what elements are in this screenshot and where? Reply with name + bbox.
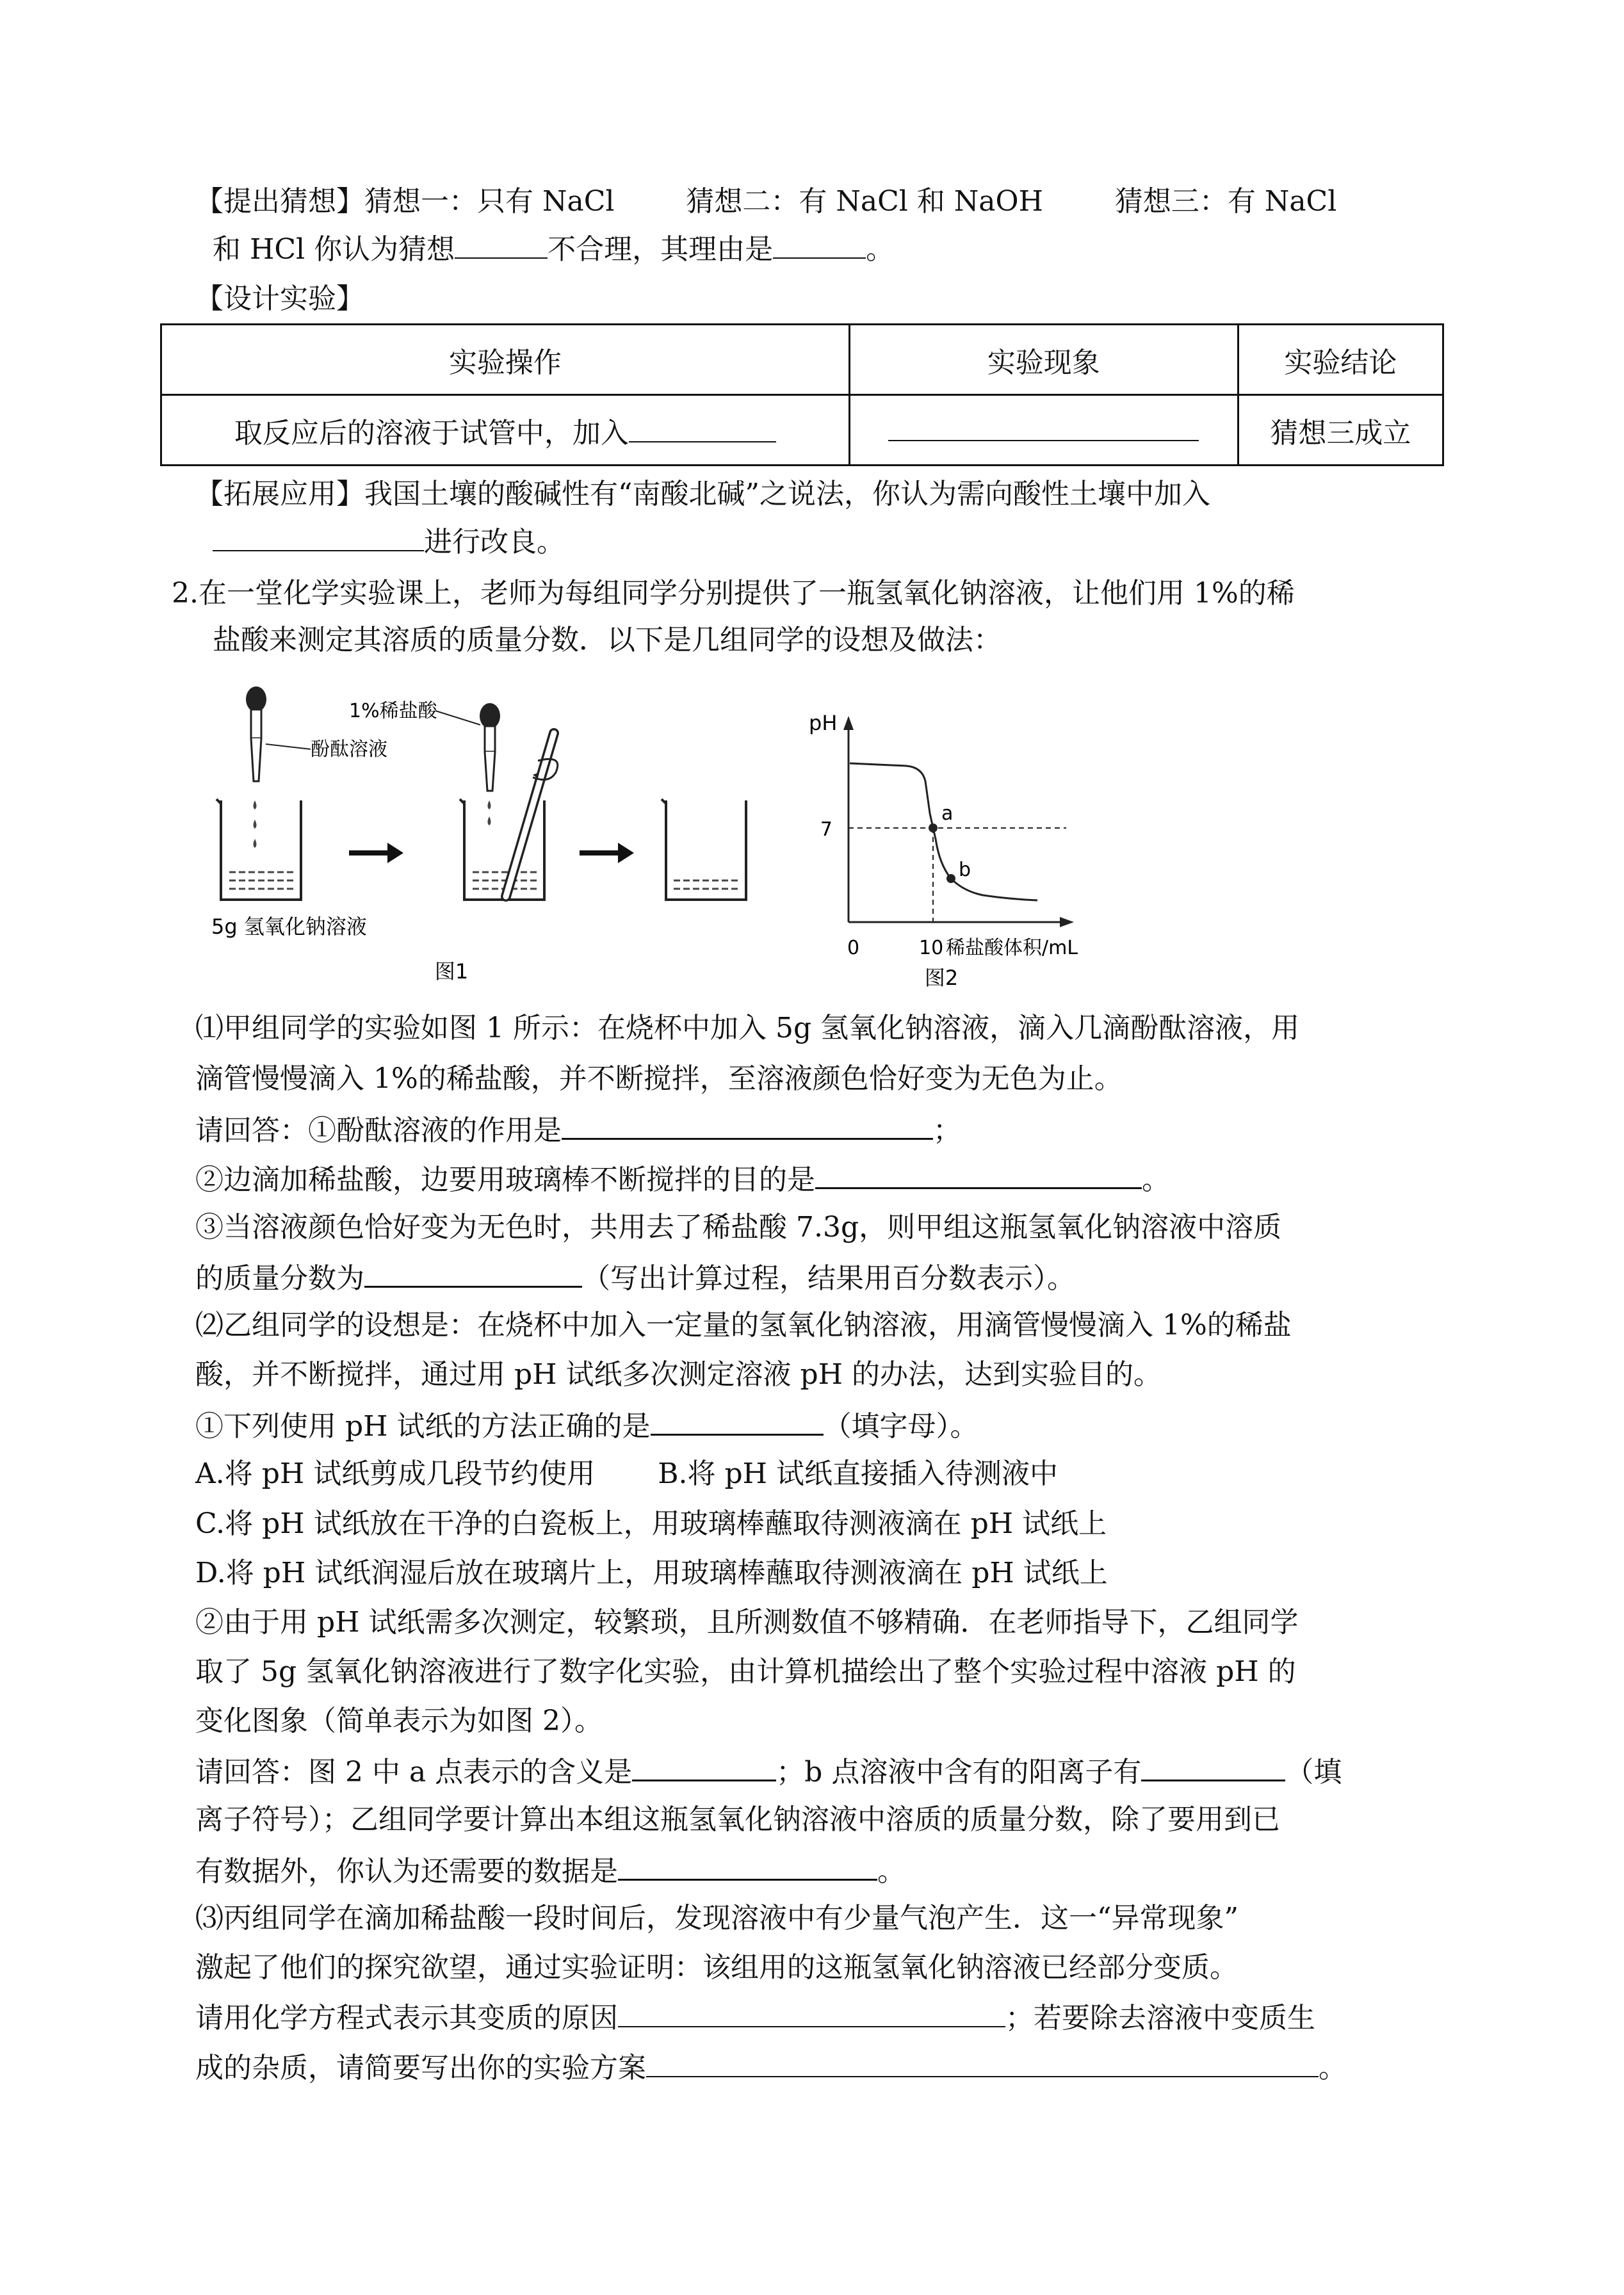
table-cell-operation: 取反应后的溶液于试管中，加入: [161, 395, 850, 466]
hypothesis-line-1: 【提出猜想】猜想一：只有 NaCl 猜想二：有 NaCl 和 NaOH 猜想三：有 NaCl: [195, 185, 1337, 218]
extension-line-2: 进行改良。: [213, 522, 565, 562]
part-2-line-1: ⑵乙组同学的设想是：在烧杯中加入一定量的氢氧化钠溶液，用滴管慢慢滴入 1%的稀盐: [195, 1309, 1292, 1342]
figure-2-ph-curve: [797, 711, 1156, 993]
part-1-question-1: 请回答：①酚酞溶液的作用是 ；: [195, 1110, 961, 1150]
table-header-row: [161, 325, 1443, 395]
answer-blank-additional-data[interactable]: [618, 1851, 877, 1881]
part-2-question-1: ①下列使用 pH 试纸的方法正确的是 （填字母）。: [195, 1406, 978, 1446]
answer-blank-cations[interactable]: [1141, 1751, 1285, 1781]
part-2-question-2-line-4: 请回答：图 2 中 a 点表示的含义是 ；b 点溶液中含有的阳离子有 （填: [195, 1751, 1342, 1792]
part-3-line-1: ⑶丙组同学在滴加稀盐酸一段时间后，发现溶液中有少量气泡产生．这一“异常现象”: [195, 1902, 1238, 1934]
table-row: [161, 395, 1443, 466]
label-dilute-hcl: 1%稀盐酸: [349, 700, 437, 722]
option-a-b: [195, 1455, 1058, 1493]
point-a: [929, 823, 938, 832]
part-2-line-2: 酸，并不断搅拌，通过用 pH 试纸多次测定溶液 pH 的办法，达到实验目的。: [195, 1358, 1162, 1391]
part-1-question-3-line-2: 的质量分数为 （写出计算过程，结果用百分数表示）。: [195, 1258, 1075, 1298]
point-b: [946, 874, 955, 883]
option-c: C.将 pH 试纸放在干净的白瓷板上，用玻璃棒蘸取待测液滴在 pH 试纸上: [195, 1507, 1107, 1540]
part-1-question-2: ②边滴加稀盐酸，边要用玻璃棒不断搅拌的目的是 。: [195, 1159, 1170, 1199]
answer-blank-mass-fraction[interactable]: [364, 1258, 582, 1288]
figure-1-titration-diagram: [205, 685, 749, 993]
part-2-question-2-line-2: 取了 5g 氢氧化钠溶液进行了数字化实验，由计算机描绘出了整个实验过程中溶液 pH 的: [195, 1655, 1296, 1688]
extension-line-1: 【拓展应用】我国土壤的酸碱性有“南酸北碱”之说法，你认为需向酸性土壤中加入: [195, 478, 1210, 510]
arrow-icon: [349, 843, 403, 863]
part-1-line-1: ⑴甲组同学的实验如图 1 所示：在烧杯中加入 5g 氢氧化钠溶液，滴入几滴酚酞溶液，用: [195, 1012, 1300, 1044]
beaker-icon: [662, 799, 746, 900]
answer-blank-indicator-role[interactable]: [562, 1110, 933, 1140]
answer-blank-stirring-purpose[interactable]: [815, 1159, 1142, 1189]
table-cell-phenomenon: [849, 395, 1238, 466]
answer-blank-unreasonable-hypothesis[interactable]: [455, 229, 548, 259]
drop-icon: [254, 839, 257, 848]
drop-icon: [488, 816, 491, 825]
part-3-line-4: 成的杂质，请简要写出你的实验方案 。: [195, 2048, 1347, 2088]
drop-icon: [488, 800, 491, 809]
part-1-line-2: 滴管慢慢滴入 1%的稀盐酸，并不断搅拌，至溶液颜色恰好变为无色为止。: [195, 1062, 1123, 1095]
part-1-question-3-line-1: ③当溶液颜色恰好变为无色时，共用去了稀盐酸 7.3g，则甲组这瓶氢氧化钠溶液中溶质: [195, 1211, 1282, 1244]
part-3-line-2: 激起了他们的探究欲望，通过实验证明：该组用的这瓶氢氧化钠溶液已经部分变质。: [195, 1951, 1238, 1984]
table-header-cell: 实验操作: [161, 325, 850, 395]
part-2-question-2-line-1: ②由于用 pH 试纸需多次测定，较繁琐，且所测数值不够精确．在老师指导下，乙组同学: [195, 1606, 1299, 1639]
y-axis-label: pH: [809, 711, 838, 735]
part-2-question-2-line-6: 有数据外，你认为还需要的数据是 。: [195, 1851, 905, 1891]
option-b: B.将 pH 试纸直接插入待测液中: [658, 1457, 1059, 1490]
x-axis-label: 稀盐酸体积/mL: [946, 937, 1078, 959]
q2-intro-line-1: 2.在一堂化学实验课上，老师为每组同学分别提供了一瓶氢氧化钠溶液，让他们用 1%的稀: [172, 577, 1295, 610]
answer-blank-phenomenon[interactable]: [888, 412, 1199, 441]
origin-label: 0: [847, 937, 860, 959]
drop-icon: [254, 820, 257, 829]
answer-blank-reagent[interactable]: [629, 413, 776, 442]
answer-blank-point-a-meaning[interactable]: [632, 1751, 776, 1781]
option-a: A.将 pH 试纸剪成几段节约使用: [195, 1457, 596, 1490]
design-heading: 【设计实验】: [195, 282, 364, 315]
answer-blank-reason[interactable]: [773, 229, 866, 259]
answer-blank-experiment-plan[interactable]: [646, 2048, 1319, 2077]
point-b-label: b: [959, 859, 971, 881]
table-cell-conclusion: 猜想三成立: [1238, 395, 1443, 466]
label-phenolphthalein: 酚酞溶液: [311, 738, 387, 761]
answer-blank-soil-improver[interactable]: [213, 522, 424, 551]
dropper-icon: [480, 703, 500, 791]
figure-2-caption: 图2: [924, 966, 959, 990]
beaker-icon: [216, 799, 301, 900]
dropper-icon: [246, 686, 266, 781]
drop-icon: [254, 800, 257, 809]
part-3-line-3: 请用化学方程式表示其变质的原因 ；若要除去溶液中变质生: [195, 1998, 1315, 2038]
q2-intro-line-2: 盐酸来测定其溶质的质量分数．以下是几组同学的设想及做法：: [213, 624, 1002, 656]
arrow-icon: [580, 843, 634, 863]
answer-blank-chemical-equation[interactable]: [618, 1998, 1005, 2027]
x-tick-label: 10: [919, 937, 944, 959]
ph-curve: [850, 763, 1037, 900]
experiment-table: [160, 323, 1444, 466]
answer-blank-ph-paper-method[interactable]: [651, 1406, 824, 1436]
point-a-label: a: [941, 802, 954, 825]
part-2-question-2-line-3: 变化图象（简单表示为如图 2）。: [195, 1705, 603, 1737]
y-tick-label: 7: [820, 818, 832, 841]
part-2-question-2-line-5: 离子符号）；乙组同学要计算出本组这瓶氢氧化钠溶液中溶质的质量分数，除了要用到已: [195, 1803, 1280, 1836]
table-header-cell: 实验现象: [849, 325, 1238, 395]
label-sodium-hydroxide-solution: 5g 氢氧化钠溶液: [211, 914, 367, 939]
option-d: D.将 pH 试纸润湿后放在玻璃片上，用玻璃棒蘸取待测液滴在 pH 试纸上: [195, 1557, 1108, 1589]
table-header-cell: 实验结论: [1238, 325, 1443, 395]
figure-1-caption: 图1: [434, 959, 469, 984]
hypothesis-line-2: 和 HCl 你认为猜想 不合理，其理由是 。: [213, 229, 894, 269]
